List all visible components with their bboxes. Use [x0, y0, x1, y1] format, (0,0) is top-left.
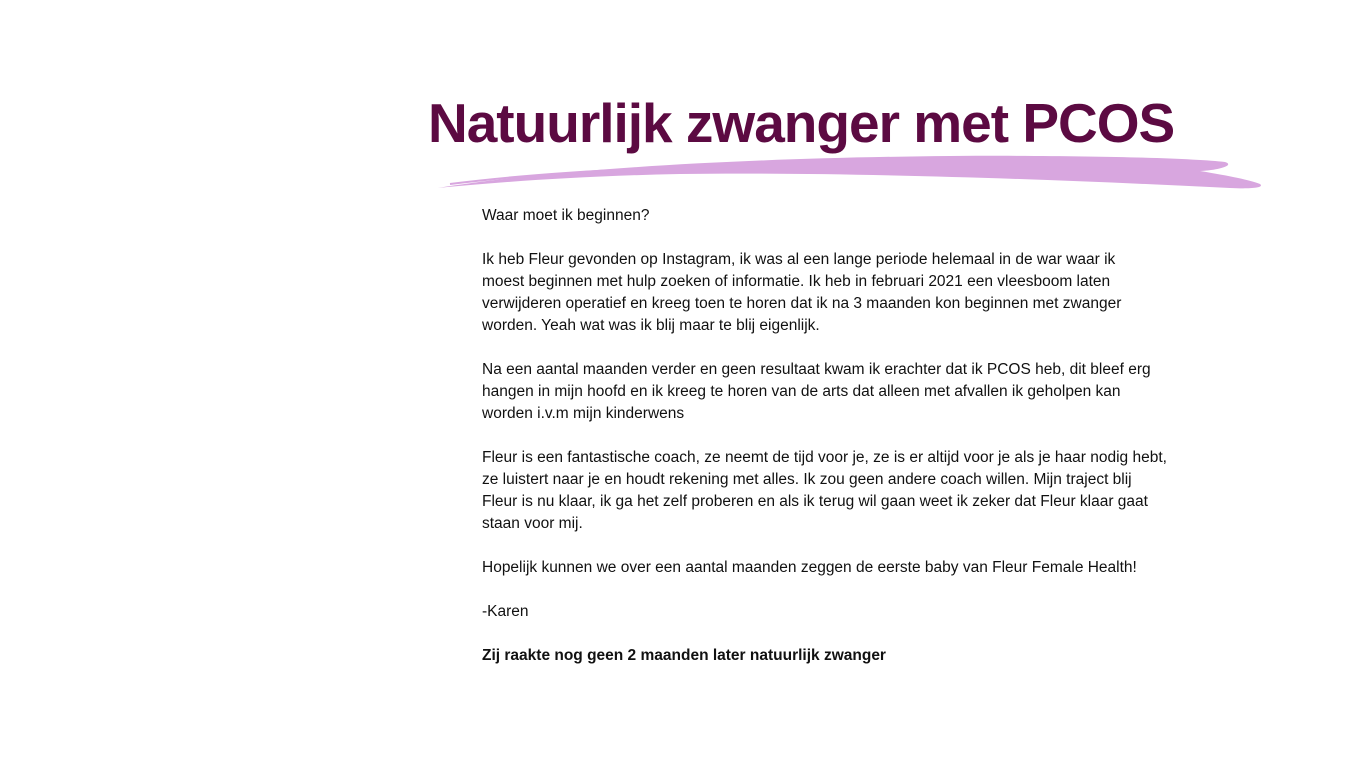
paragraph-line: worden. Yeah wat was ik blij maar te blij eigenlijk.	[482, 317, 820, 334]
brush-stroke-decoration	[430, 150, 1270, 195]
paragraph-line: Waar moet ik beginnen?	[482, 207, 650, 224]
paragraph-line: staan voor mij.	[482, 515, 583, 532]
paragraph-line: ze luistert naar je en houdt rekening met alles. Ik zou geen andere coach willen. Mijn traject blij	[482, 471, 1132, 488]
paragraph-line: Ik heb Fleur gevonden op Instagram, ik was al een lange periode helemaal in de war waar ik	[482, 251, 1116, 268]
paragraph-line: Fleur is nu klaar, ik ga het zelf proberen en als ik terug wil gaan weet ik zeker dat Fleur klaar gaat	[482, 493, 1148, 510]
page-title: Natuurlijk zwanger met PCOS	[428, 92, 1175, 154]
paragraph-line: hangen in mijn hoofd en ik kreeg te horen van de arts dat alleen met afvallen ik geholpen kan	[482, 383, 1121, 400]
conclusion-text: Zij raakte nog geen 2 maanden later natuurlijk zwanger	[482, 647, 886, 664]
paragraph-line: moest beginnen met hulp zoeken of informatie. Ik heb in februari 2021 een vleesboom laten	[482, 273, 1111, 290]
paragraph-line: worden i.v.m mijn kinderwens	[482, 405, 685, 422]
paragraph-line: verwijderen operatief en kreeg toen te horen dat ik na 3 maanden kon beginnen met zwanger	[482, 295, 1122, 312]
paragraph-line: Hopelijk kunnen we over een aantal maanden zeggen de eerste baby van Fleur Female Health!	[482, 559, 1137, 576]
paragraph-line: -Karen	[482, 603, 529, 620]
paragraph-line: Fleur is een fantastische coach, ze neemt de tijd voor je, ze is er altijd voor je als je haar nodig hebt,	[482, 449, 1167, 466]
paragraph-line: Na een aantal maanden verder en geen resultaat kwam ik erachter dat ik PCOS heb, dit bleef erg	[482, 361, 1151, 378]
testimonial-text	[482, 205, 1167, 667]
